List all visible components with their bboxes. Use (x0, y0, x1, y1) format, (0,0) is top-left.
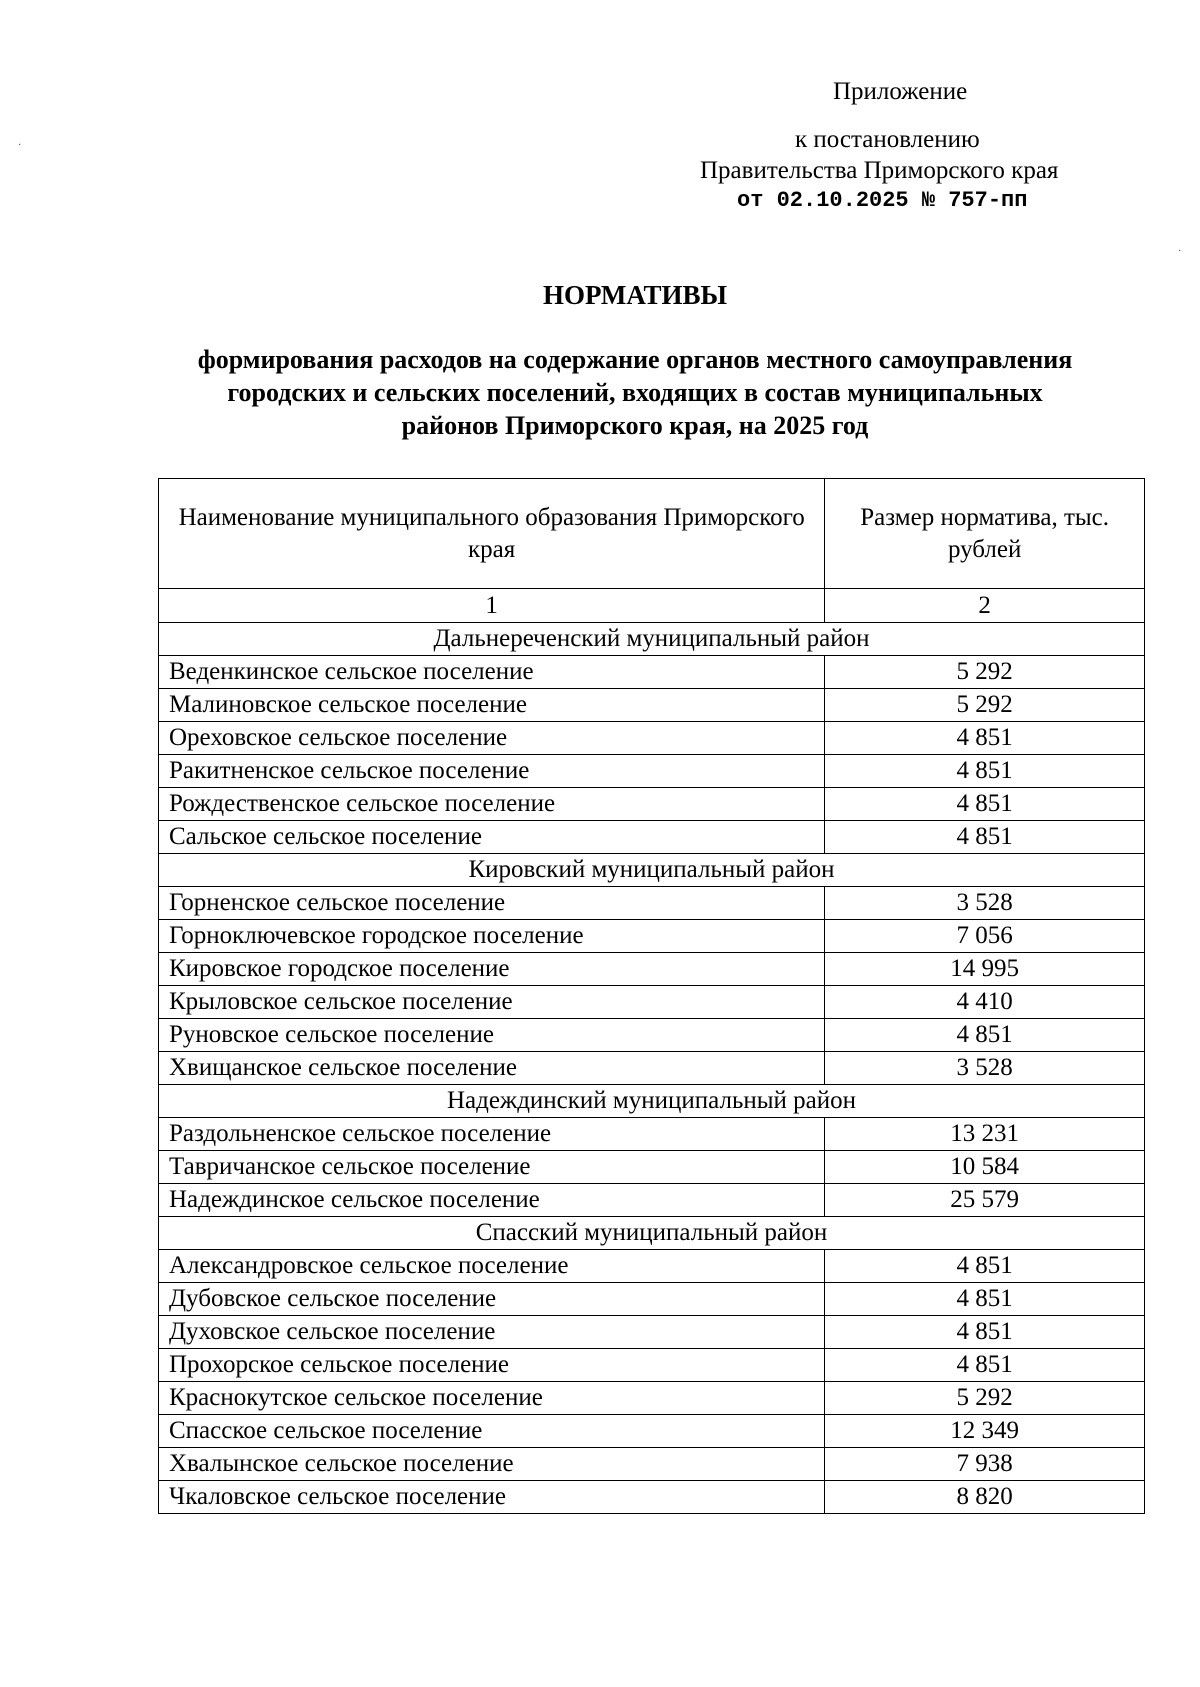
appendix-number: от 02.10.2025 № 757-пп (737, 188, 1028, 213)
subtitle-line: городских и сельских поселений, входящих в состав муниципальных (227, 378, 1043, 407)
norm-value: 5 292 (825, 1382, 1145, 1415)
settlement-name: Малиновское сельское поселение (159, 689, 825, 722)
table-row (159, 1151, 1145, 1184)
norms-table (158, 478, 1145, 1514)
document-title: НОРМАТИВЫ (542, 280, 728, 310)
table-row (159, 1118, 1145, 1151)
norm-value: 3 528 (825, 1052, 1145, 1085)
settlement-name: Александровское сельское поселение (159, 1250, 825, 1283)
norm-value: 12 349 (825, 1415, 1145, 1448)
settlement-name: Раздольненское сельское поселение (159, 1118, 825, 1151)
district-name: Дальнереченский муниципальный район (159, 623, 1145, 656)
table-row (159, 689, 1145, 722)
settlement-name: Прохорское сельское поселение (159, 1349, 825, 1382)
norm-value: 5 292 (825, 689, 1145, 722)
settlement-name: Горноключевское городское поселение (159, 920, 825, 953)
norm-value: 13 231 (825, 1118, 1145, 1151)
table-row (159, 1448, 1145, 1481)
table-header-row (159, 479, 1145, 589)
settlement-name: Краснокутское сельское поселение (159, 1382, 825, 1415)
table-row (159, 656, 1145, 689)
settlement-name: Спасское сельское поселение (159, 1415, 825, 1448)
norm-value: 7 938 (825, 1448, 1145, 1481)
district-row (159, 623, 1145, 656)
norm-value: 4 851 (825, 788, 1145, 821)
scan-dot: · (18, 140, 22, 151)
district-row (159, 1085, 1145, 1118)
district-name: Кировский муниципальный район (159, 854, 1145, 887)
norm-value: 4 851 (825, 755, 1145, 788)
norm-value: 3 528 (825, 887, 1145, 920)
district-row (159, 1217, 1145, 1250)
norm-value: 10 584 (825, 1151, 1145, 1184)
settlement-name: Ракитненское сельское поселение (159, 755, 825, 788)
norm-value: 4 851 (825, 821, 1145, 854)
settlement-name: Ореховское сельское поселение (159, 722, 825, 755)
table-row (159, 1349, 1145, 1382)
table-row (159, 1415, 1145, 1448)
table-row (159, 1019, 1145, 1052)
header-value: Размер норматива, тыс. рублей (825, 479, 1145, 589)
district-name: Спасский муниципальный район (159, 1217, 1145, 1250)
norm-value: 4 851 (825, 722, 1145, 755)
table-row (159, 722, 1145, 755)
settlement-name: Хвищанское сельское поселение (159, 1052, 825, 1085)
settlement-name: Тавричанское сельское поселение (159, 1151, 825, 1184)
appendix-government: Правительства Приморского края (700, 157, 1059, 184)
table-row (159, 755, 1145, 788)
table-row (159, 920, 1145, 953)
table-row (159, 1382, 1145, 1415)
norm-value: 4 851 (825, 1283, 1145, 1316)
settlement-name: Рождественское сельское поселение (159, 788, 825, 821)
table-body (159, 623, 1145, 1514)
table-row (159, 1250, 1145, 1283)
table-row (159, 1184, 1145, 1217)
settlement-name: Горненское сельское поселение (159, 887, 825, 920)
table-row (159, 1052, 1145, 1085)
subtitle-line: формирования расходов на содержание органов местного самоуправления (197, 345, 1073, 374)
scan-dot: · (1178, 246, 1182, 257)
norm-value: 4 410 (825, 986, 1145, 1019)
district-name: Надеждинский муниципальный район (159, 1085, 1145, 1118)
norm-value: 25 579 (825, 1184, 1145, 1217)
subtitle-line: районов Приморского края, на 2025 год (401, 411, 869, 440)
column-number-row (159, 589, 1145, 623)
norm-value: 5 292 (825, 656, 1145, 689)
norm-value: 4 851 (825, 1250, 1145, 1283)
norm-value: 14 995 (825, 953, 1145, 986)
settlement-name: Сальское сельское поселение (159, 821, 825, 854)
settlement-name: Духовское сельское поселение (159, 1316, 825, 1349)
table-row (159, 887, 1145, 920)
table-row (159, 788, 1145, 821)
settlement-name: Руновское сельское поселение (159, 1019, 825, 1052)
norm-value: 4 851 (825, 1019, 1145, 1052)
column-number: 2 (825, 589, 1145, 623)
settlement-name: Хвалынское сельское поселение (159, 1448, 825, 1481)
settlement-name: Чкаловское сельское поселение (159, 1481, 825, 1514)
settlement-name: Крыловское сельское поселение (159, 986, 825, 1019)
table-row (159, 1316, 1145, 1349)
table-row (159, 1283, 1145, 1316)
settlement-name: Веденкинское сельское поселение (159, 656, 825, 689)
district-row (159, 854, 1145, 887)
settlement-name: Кировское городское поселение (159, 953, 825, 986)
column-number: 1 (159, 589, 825, 623)
header-name: Наименование муниципального образования Приморского края (159, 479, 825, 589)
settlement-name: Надеждинское сельское поселение (159, 1184, 825, 1217)
norm-value: 7 056 (825, 920, 1145, 953)
table-row (159, 821, 1145, 854)
document-subtitle (100, 343, 1170, 442)
settlement-name: Дубовское сельское поселение (159, 1283, 825, 1316)
table-row (159, 986, 1145, 1019)
appendix-title: Приложение (833, 78, 968, 105)
norm-value: 4 851 (825, 1316, 1145, 1349)
norm-value: 4 851 (825, 1349, 1145, 1382)
table-row (159, 953, 1145, 986)
table-row (159, 1481, 1145, 1514)
appendix-to: к постановлению (795, 126, 980, 153)
norm-value: 8 820 (825, 1481, 1145, 1514)
